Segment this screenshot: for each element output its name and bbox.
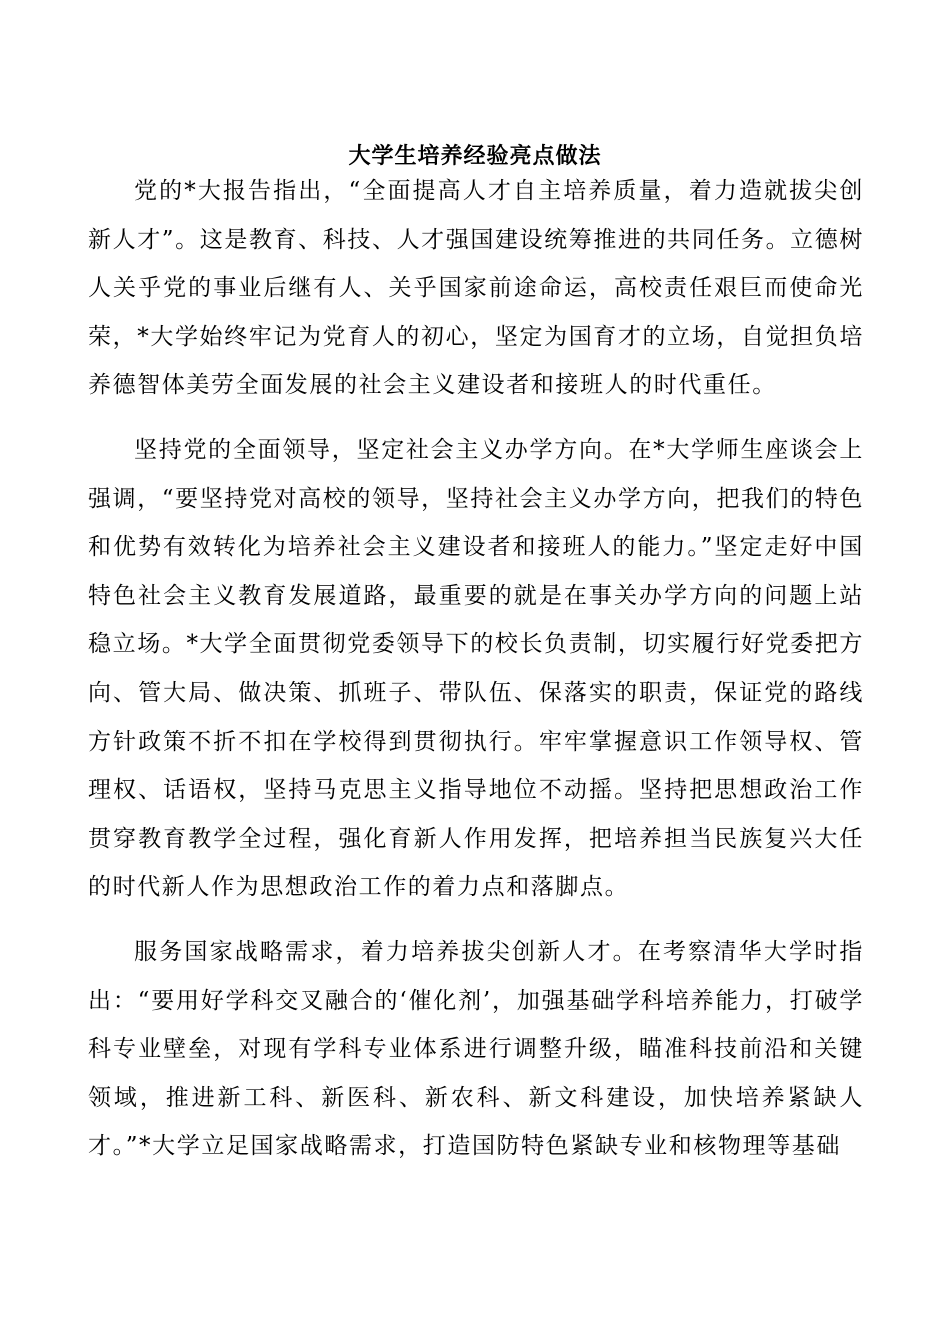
paragraph-intro: 党的*大报告指出，“全面提高人才自主培养质量，着力造就拔尖创新人才”。这是教育、科技、人才强国建设统筹推进的共同任务。立德树人关乎党的事业后继有人、关乎国家前途命运，高校责任艰巨而使命光荣，*大学始终牢记为党育人的初心，坚定为国育才的立场，自觉担负培养德智体美劳全面发展的社会主义建设者和接班人的时代重任。 — [88, 178, 864, 399]
document-title: 大学生培养经验亮点做法 — [348, 143, 602, 169]
document-body — [88, 167, 864, 1171]
paragraph-party-leadership: 坚持党的全面领导，坚定社会主义办学方向。在*大学师生座谈会上强调，“要坚持党对高校的领导，坚持社会主义办学方向，把我们的特色和优势有效转化为培养社会主义建设者和接班人的能力。”坚定走好中国特色社会主义教育发展道路，最重要的就是在事关办学方向的问题上站稳立场。*大学全面贯彻党委领导下的校长负责制，切实履行好党委把方向、管大局、做决策、抓班子、带队伍、保落实的职责，保证党的路线方针政策不折不扣在学校得到贯彻执行。牢牢掌握意识工作领导权、管理权、话语权，坚持马克思主义指导地位不动摇。坚持把思想政治工作贯穿教育教学全过程，强化育新人作用发挥，把培养担当民族复兴大任的时代新人作为思想政治工作的着力点和落脚点。 — [88, 436, 864, 901]
paragraph-national-strategy: 服务国家战略需求，着力培养拔尖创新人才。在考察清华大学时指出：“要用好学科交叉融合的‘催化剂’，加强基础学科培养能力，打破学科专业壁垒，对现有学科专业体系进行调整升级，瞄准科技前沿和关键领域，推进新工科、新医科、新农科、新文科建设，加快培养紧缺人才。”*大学立足国家战略需求，打造国防特色紧缺专业和核物理等基础 — [88, 938, 864, 1160]
